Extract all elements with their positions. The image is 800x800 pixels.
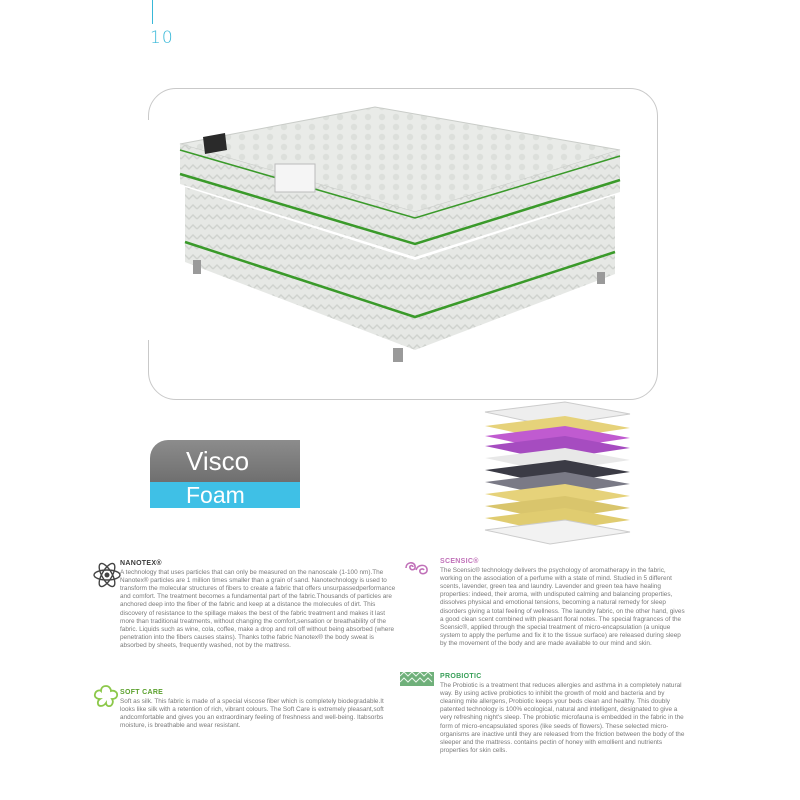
soft-care-section bbox=[120, 689, 400, 730]
scensic-title: SCENSIC® bbox=[440, 558, 479, 565]
probiotic-text: The Probiotic is a treatment that reduces allergies and asthma in a completely natural way. By using active probiotics to inhibit the growth of mold and bacteria and by cleaning mite allergens, Probiotic keeps your beds clean and healthy. This doubly patented technology is 100% ecological, natural and intelligent, designated to give a very refreshing night's sleep. The probiotic microfauna is embedded in the fabric in the form of micro-encapsulated spores (like seeds of flowers). These selected micro-organisms are inactive until they are released from the friction between the body of the sleeper and the mattress. contains pectin of honey with emollient and nutrients properties for skin cells. bbox=[440, 682, 685, 754]
scensic-section bbox=[440, 558, 685, 648]
scensic-text: The Scensic® technology delivers the psychology of aromatherapy in the fabric, working on the association of a perfume with a state of mind. Studied in 5 different scents, lavender, green tea and laundry. Lavender and green tea have healing properties: indeed, their aroma, with undisputed calming and balancing properties, dissolves physical and emotional tensions, becoming a natural remedy for sleep disorders giving a total feeling of wellness. The laundry fabric, on the other hand, gives a good clean scent combined with pleasant floral notes. The special fragrances of the Scensic®, applied through the special treatment of micro-encapsulation (a unique system to apply the perfume and fix it to the tissue surface) are released during sleep by the movement of the body and are made available to our mind and skin. bbox=[440, 567, 685, 647]
probiotic-section bbox=[440, 673, 685, 755]
nanotex-text: A technology that uses particles that can only be measured on the nanoscale (1-100 nm).The Nanotex® particles are 1 million times smaller than a grain of sand. Nanotechnology is used to transform the molecular structures of fibers to create a fabric that offers unsurpassedperformance and comfort. The treatment becomes a fundamental part of the fabric.Thousands of particles are anchored deep into the fiber of the fabric and keep at a distance the molecules of dirt. This discovery of resistance to the spillage makes the best of the fabric treatment and makes it last more than traditional treatments, without changing the comfort,sensation or breathability of the fabric. Liquids such as wine, cola, coffee, make a drop and roll off without being absorbed (where penetration into the fibers causes stains). Thanks tothe fabric Nanotex® the body sweat is absorbed by sheets, frequently washed, not by the mattress. bbox=[120, 569, 396, 649]
atom-icon bbox=[92, 560, 122, 590]
scent-swirl-icon bbox=[400, 556, 432, 580]
probiotic-title: PROBIOTIC bbox=[440, 673, 482, 680]
soft-care-text: Soft as silk. This fabric is made of a special viscose fiber which is completely biodegradable.It looks like silk with a retention of rich, vibrant colours. The Soft Care is extremely pleasant,soft andcomfortable and gives you an extraordinary feeling of freshness and well-being. Itabsorbs moisture, is breathable and wear resistant. bbox=[120, 698, 384, 730]
flower-icon bbox=[92, 683, 120, 709]
page-number: 10 bbox=[150, 28, 174, 48]
product-name-line1: Visco bbox=[150, 440, 300, 482]
soft-care-title: SOFT CARE bbox=[120, 689, 164, 696]
page-top-rule bbox=[152, 0, 153, 24]
product-name-line2: Foam bbox=[150, 482, 300, 508]
nanotex-title: NANOTEX® bbox=[120, 560, 162, 567]
nanotex-section bbox=[120, 560, 400, 650]
mattress-layers-image bbox=[470, 400, 640, 550]
probiotic-pattern-icon bbox=[400, 672, 434, 686]
mattress-image bbox=[165, 92, 635, 372]
